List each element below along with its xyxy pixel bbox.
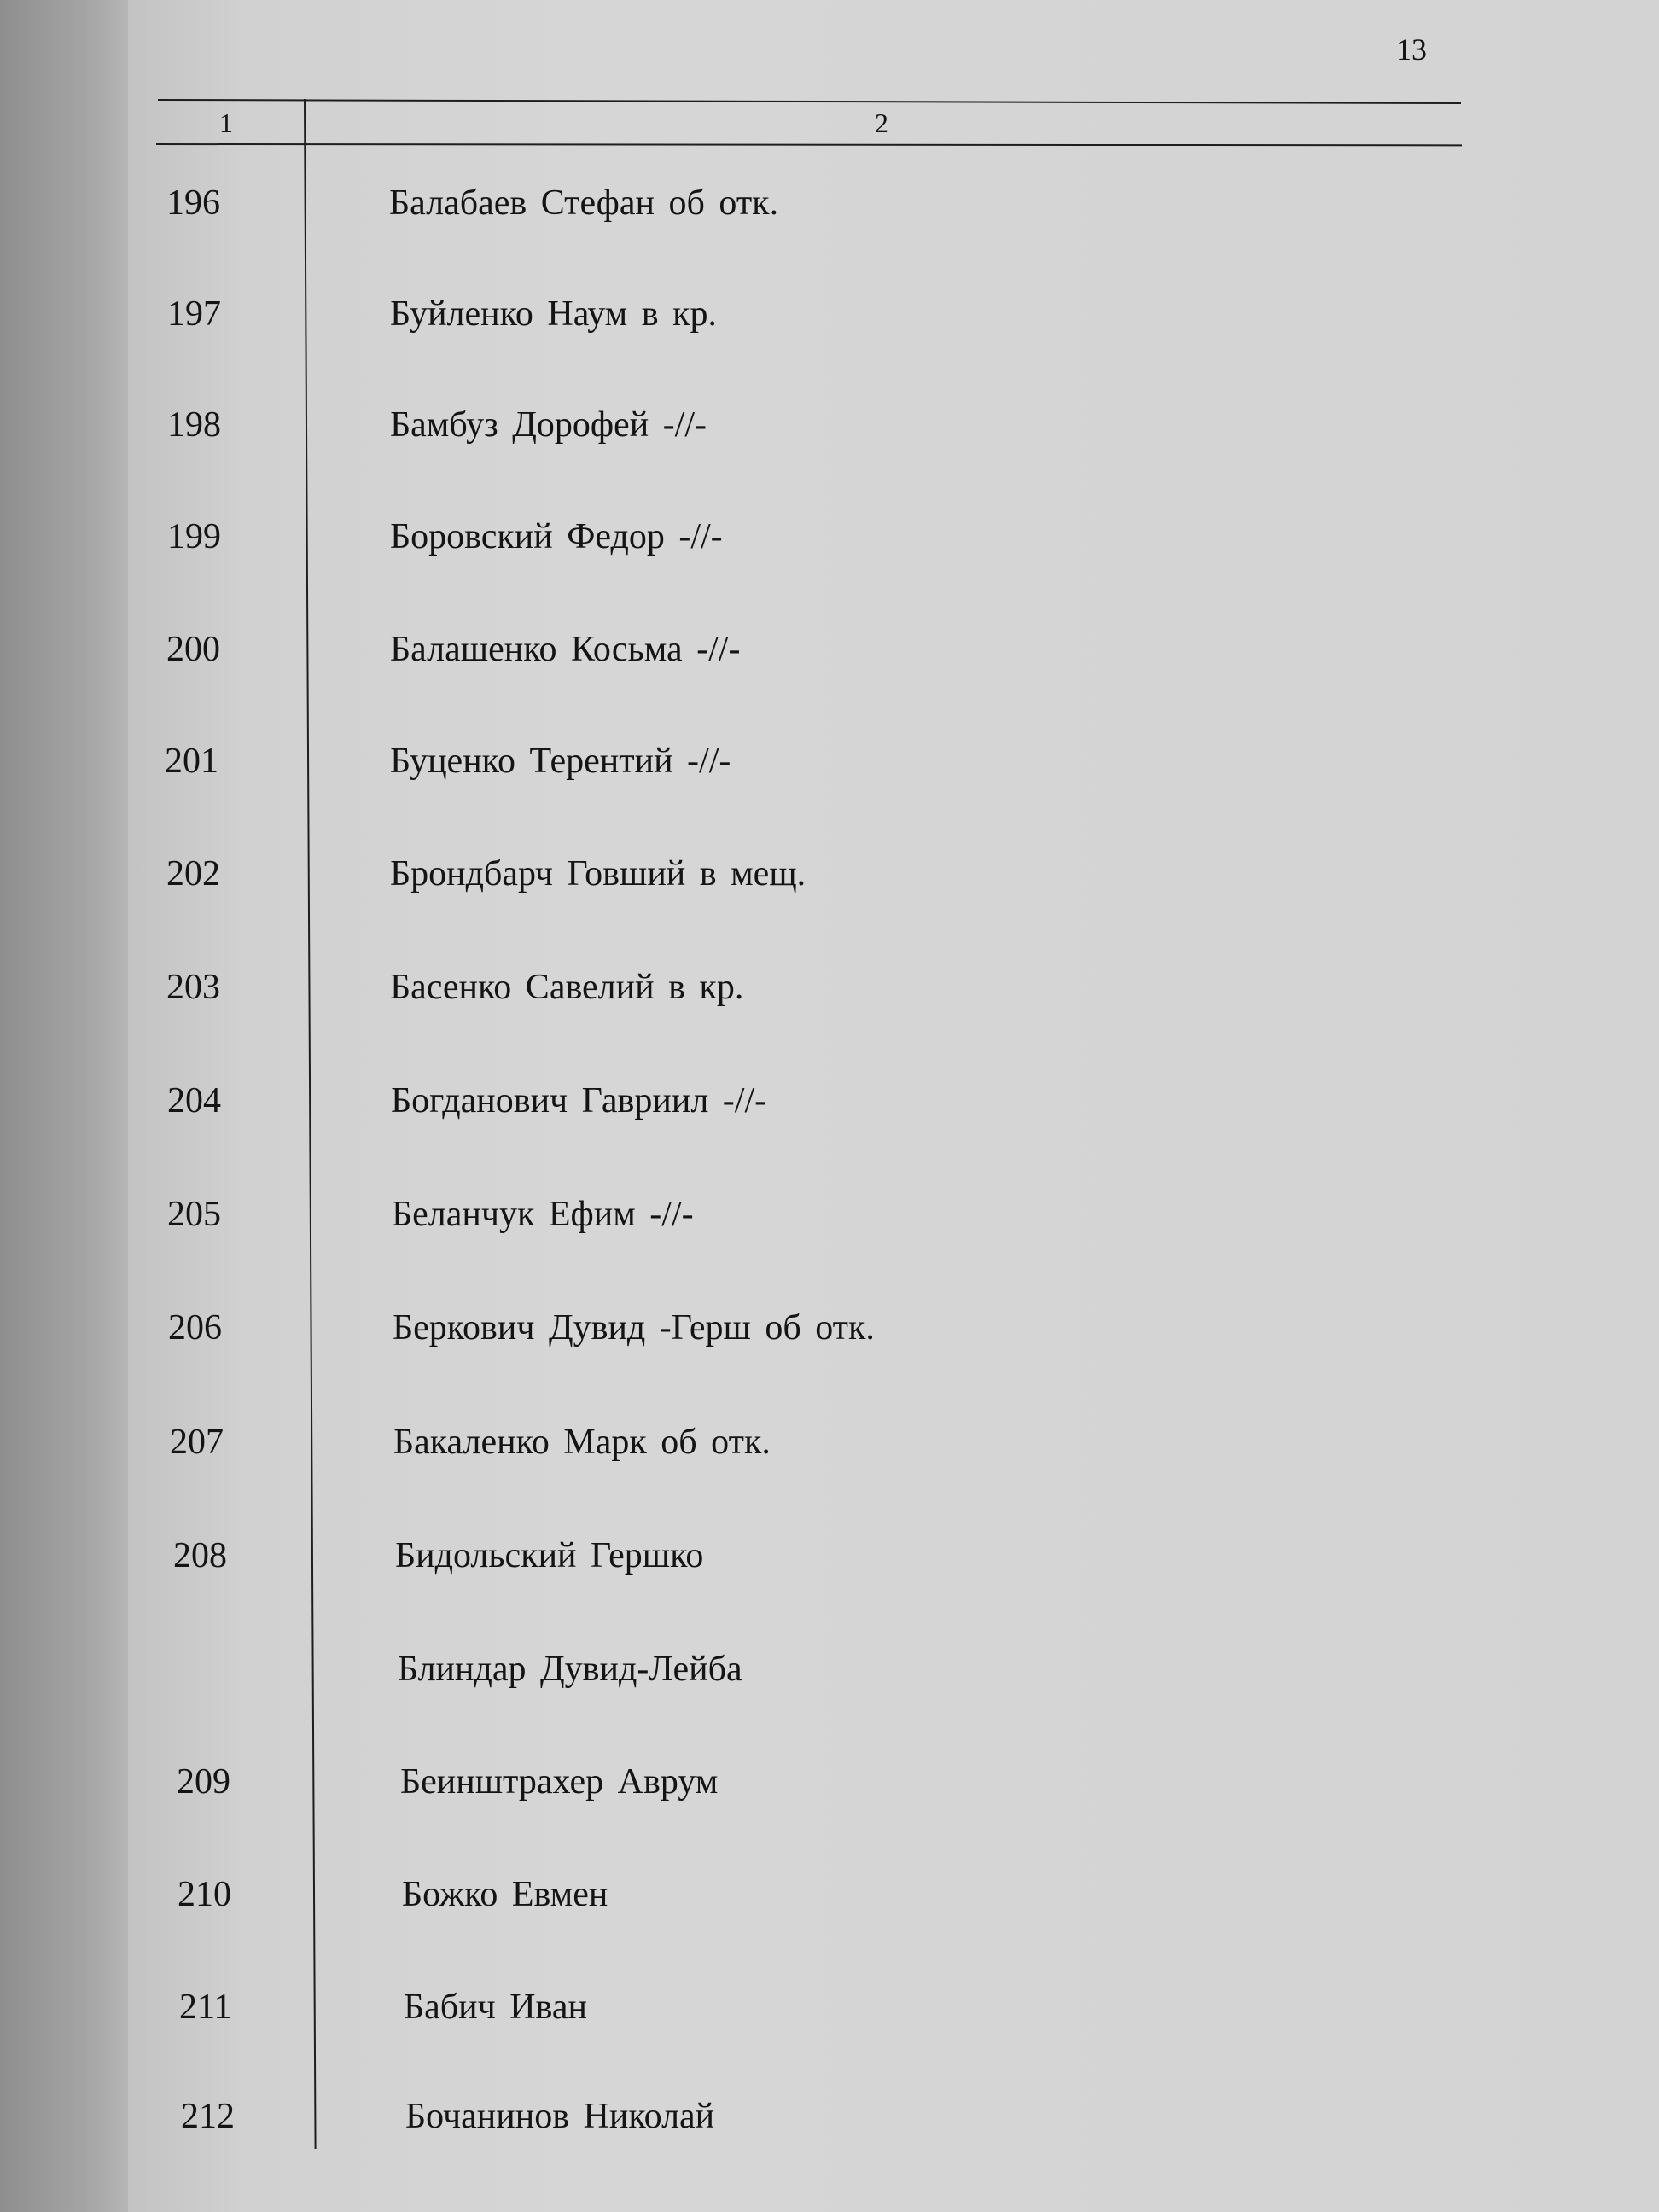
entry-number: 201 xyxy=(165,742,218,781)
facing-page-edge xyxy=(0,0,145,2212)
entry-number: 197 xyxy=(167,294,221,334)
entry-name: Бабич Иван xyxy=(404,1988,587,2027)
entry-number: 209 xyxy=(177,1762,230,1802)
entry-name: Буйленко Наум в кр. xyxy=(390,294,717,334)
page-number: 13 xyxy=(1396,32,1427,67)
entry-number: 207 xyxy=(170,1423,224,1462)
entry-number: 208 xyxy=(173,1536,227,1575)
entry-name: Бидольский Гершко xyxy=(395,1536,704,1575)
entry-number: 211 xyxy=(179,1988,232,2027)
entry-number: 196 xyxy=(166,183,220,223)
entry-name: Божко Евмен xyxy=(402,1875,608,1914)
entry-number: 205 xyxy=(167,1195,221,1234)
entry-name: Бамбуз Дорофей -//- xyxy=(390,405,707,445)
entry-name: Беинштрахер Аврум xyxy=(400,1762,719,1802)
entry-number: 206 xyxy=(168,1308,222,1348)
entry-name: Басенко Савелий в кр. xyxy=(390,968,744,1007)
entry-number: 199 xyxy=(167,517,221,556)
entry-name: Богданович Гавриил -//- xyxy=(391,1081,767,1121)
entry-name: Брондбарч Говший в мещ. xyxy=(390,854,806,894)
entry-name: Беркович Дувид -Герш об отк. xyxy=(393,1308,875,1348)
entry-number: 204 xyxy=(167,1081,221,1121)
entry-name: Балабаев Стефан об отк. xyxy=(389,183,779,223)
entry-name: Буценко Терентий -//- xyxy=(390,742,731,781)
entry-name: Бакаленко Марк об отк. xyxy=(393,1423,771,1462)
entry-number: 202 xyxy=(166,854,220,894)
entry-number: 203 xyxy=(166,968,220,1007)
document-page xyxy=(128,0,1659,2212)
entry-number: 198 xyxy=(167,405,221,445)
entry-name: Беланчук Ефим -//- xyxy=(392,1195,694,1234)
entry-name: Балашенко Косьма -//- xyxy=(390,630,741,669)
entry-name: Блиндар Дувид-Лейба xyxy=(398,1650,742,1689)
column-header-number: 1 xyxy=(219,108,233,138)
entry-number: 212 xyxy=(181,2097,235,2136)
entry-number: 210 xyxy=(178,1875,231,1914)
entry-name: Боровский Федор -//- xyxy=(390,517,723,556)
entry-name: Бочанинов Николай xyxy=(405,2097,715,2136)
column-header-name: 2 xyxy=(875,108,888,138)
entry-number: 200 xyxy=(166,630,220,669)
